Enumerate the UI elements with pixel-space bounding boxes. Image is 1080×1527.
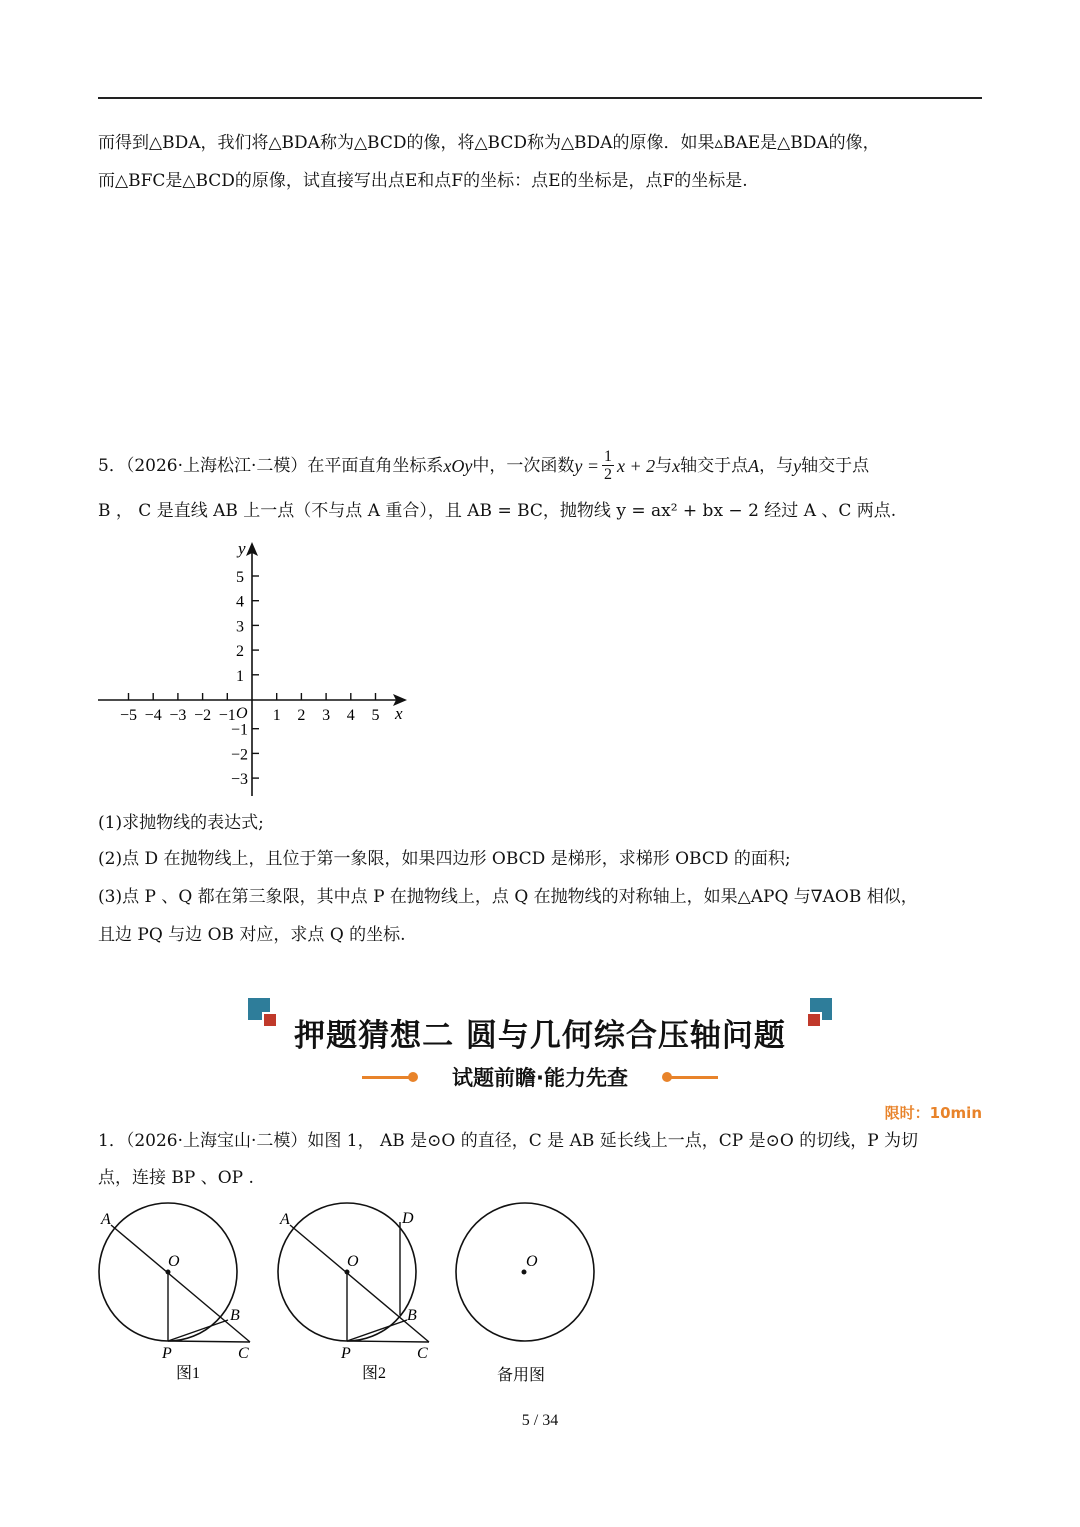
label-o: O xyxy=(347,1253,359,1270)
y-tick-label: 1 xyxy=(236,667,244,685)
x-tick-label: −4 xyxy=(144,707,162,724)
var-y: y xyxy=(793,455,802,476)
tangent-pc xyxy=(347,1341,429,1342)
label-o: O xyxy=(526,1253,538,1270)
y-axis-label: y xyxy=(238,539,246,558)
fraction-numerator: 1 xyxy=(604,448,613,465)
formula-rest: x + 2 xyxy=(617,455,656,476)
subtitle-line-right xyxy=(668,1076,718,1079)
var-a: A xyxy=(748,455,760,476)
label-p: P xyxy=(162,1345,172,1362)
y-tick-label: 5 xyxy=(236,569,244,586)
y-tick-label: 2 xyxy=(236,643,244,661)
label-c: C xyxy=(238,1345,249,1362)
problem5-intro: 5．（2026·上海松江·二模）在平面直角坐标系 xyxy=(98,455,444,476)
continuation-line-1: 而得到△BDA，我们将△BDA称为△BCD的像，将△BCD称为△BDA的原像．如果▵BAE是△BDA的像， xyxy=(98,133,880,153)
center-dot xyxy=(345,1270,350,1275)
problem5-text-e: ，与 xyxy=(759,455,794,476)
figure-2 xyxy=(278,1203,429,1382)
x-tick-label: 1 xyxy=(272,707,281,724)
label-p: P xyxy=(341,1345,351,1362)
var-x: x xyxy=(672,455,681,476)
problem1-line1: 1．（2026·上海宝山·二模）如图 1， AB 是⊙O 的直径，C 是 AB 延长线上一点，CP 是⊙O 的切线，P 为切 xyxy=(98,1131,919,1151)
x-tick-label: 3 xyxy=(322,707,331,724)
y-tick-label: 4 xyxy=(236,593,244,611)
label-b: B xyxy=(230,1307,240,1324)
figure-1-caption: 图1 xyxy=(176,1365,201,1382)
var-xoy: xOy xyxy=(443,455,473,476)
y-ticks xyxy=(231,569,259,788)
origin-label: O xyxy=(236,705,248,722)
x-tick-label: 2 xyxy=(297,707,306,724)
x-axis-label: x xyxy=(395,704,403,723)
question-3-line-2: 且边 PQ 与边 OB 对应，求点 Q 的坐标. xyxy=(98,925,406,945)
line-ac xyxy=(111,1225,250,1342)
segment-pb xyxy=(347,1320,407,1341)
problem5-text-f: 轴交于点 xyxy=(801,455,870,476)
continuation-line-2: 而△BFC是△BCD的原像，试直接写出点E和点F的坐标：点E的坐标是，点F的坐标是. xyxy=(98,171,748,191)
fraction xyxy=(602,448,614,483)
section-subtitle: 试题前瞻·能力先查 xyxy=(452,1066,628,1090)
fraction-denominator: 2 xyxy=(604,466,613,483)
label-c: C xyxy=(417,1345,428,1362)
question-3-line-1: (3)点 P 、Q 都在第三象限，其中点 P 在抛物线上，点 Q 在抛物线的对称轴上，如果△APQ 与∇AOB 相似， xyxy=(98,887,918,907)
time-limit: 限时：10min xyxy=(884,1104,982,1122)
problem1-line2: 点，连接 BP 、OP . xyxy=(98,1168,254,1188)
header-rule xyxy=(98,97,982,99)
page-number: 5 / 34 xyxy=(521,1412,559,1429)
figure-2-caption: 图2 xyxy=(362,1365,387,1382)
label-b: B xyxy=(407,1307,417,1324)
center-dot xyxy=(166,1270,171,1275)
segment-pb xyxy=(168,1320,228,1341)
label-a: A xyxy=(280,1211,290,1228)
label-a: A xyxy=(101,1211,111,1228)
y-tick-label: −2 xyxy=(230,746,248,764)
y-tick-label: −3 xyxy=(230,771,248,789)
line-ac xyxy=(290,1225,429,1342)
question-2: (2)点 D 在抛物线上，且位于第一象限，如果四边形 OBCD 是梯形，求梯形 OBCD 的面积; xyxy=(98,849,791,869)
problem5-line1 xyxy=(98,448,869,483)
figure-1 xyxy=(99,1203,250,1382)
formula-y: y = xyxy=(574,455,600,476)
x-tick-label: 4 xyxy=(346,707,355,724)
coordinate-plane xyxy=(95,538,415,800)
y-tick-label: −1 xyxy=(230,721,248,739)
x-tick-label: −2 xyxy=(194,707,212,724)
x-tick-label: 5 xyxy=(371,707,380,724)
problem5-text-d: 轴交于点 xyxy=(680,455,749,476)
section-title: 押题猜想二 圆与几何综合压轴问题 xyxy=(294,1018,786,1054)
x-tick-label: −3 xyxy=(169,707,187,724)
figure-spare xyxy=(456,1203,594,1384)
question-1: (1)求抛物线的表达式; xyxy=(98,813,264,833)
problem5-text-b: 中，一次函数 xyxy=(472,455,575,476)
x-tick-label: −1 xyxy=(218,707,236,724)
problem5-line2: B ， C 是直线 AB 上一点（不与点 A 重合），且 AB = BC，抛物线 y = ax² + bx − 2 经过 A 、C 两点. xyxy=(98,501,897,521)
label-o: O xyxy=(168,1253,180,1270)
problem5-text-c: 与 xyxy=(655,455,673,476)
tangent-pc xyxy=(168,1341,250,1342)
center-dot xyxy=(522,1270,527,1275)
figure-spare-caption: 备用图 xyxy=(497,1367,546,1384)
label-d: D xyxy=(402,1210,414,1227)
figures-row xyxy=(90,1200,610,1390)
x-ticks xyxy=(120,693,380,724)
x-tick-label: −5 xyxy=(119,707,138,724)
y-tick-label: 3 xyxy=(236,618,244,636)
